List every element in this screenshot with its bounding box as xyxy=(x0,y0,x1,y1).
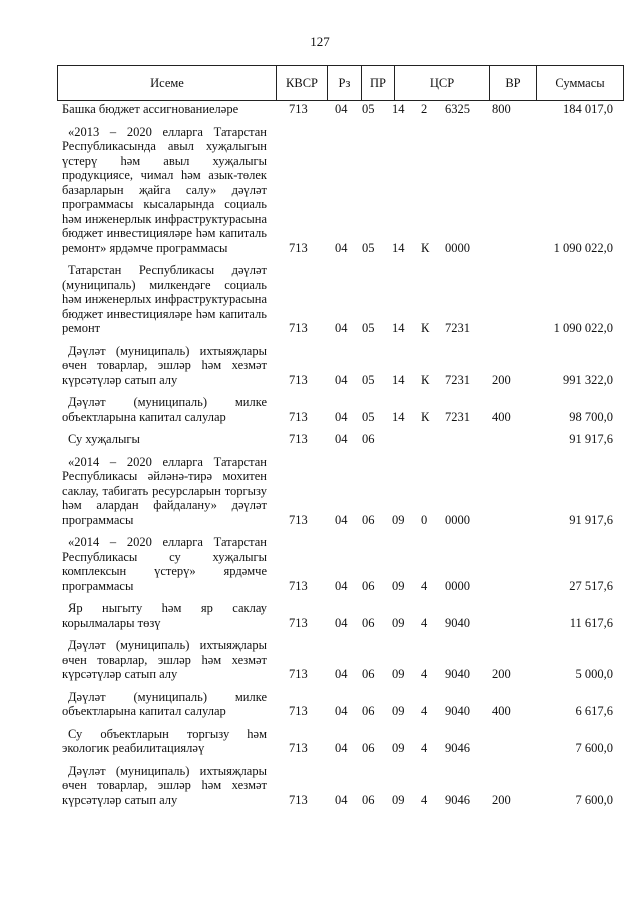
table-row xyxy=(0,638,640,682)
cell-rz: 04 xyxy=(335,578,348,593)
cell-sum: 6 617,6 xyxy=(575,704,613,718)
row-name: «2014 – 2020 елларга Татарстан Республикасы су хуҗалыгы комплексын үстерү» ярдәмче программасы xyxy=(62,535,267,593)
cell-kvsr: 713 xyxy=(289,792,308,807)
cell-sum: 991 322,0 xyxy=(563,372,613,387)
row-codes xyxy=(0,741,640,756)
cell-sum: 91 917,6 xyxy=(569,512,613,527)
table-row xyxy=(0,395,640,424)
cell-kvsr: 713 xyxy=(289,432,308,446)
cell-pr: 06 xyxy=(362,512,375,527)
cell-kvsr: 713 xyxy=(289,741,308,755)
header-rz: Рз xyxy=(328,66,362,100)
cell-sum: 98 700,0 xyxy=(569,409,613,424)
row-name: Су хуҗалыгы xyxy=(68,432,140,446)
cell-p3: 7231 xyxy=(445,409,470,424)
cell-p2: 4 xyxy=(421,667,428,681)
table-body xyxy=(0,102,640,815)
cell-kvsr: 713 xyxy=(289,615,308,630)
cell-sum: 7 600,0 xyxy=(575,741,613,755)
row-codes xyxy=(0,512,640,527)
table-row xyxy=(0,432,640,447)
row-codes xyxy=(0,321,640,336)
header-vr: ВР xyxy=(490,66,537,100)
cell-p1: 09 xyxy=(392,667,405,681)
cell-p1: 14 xyxy=(392,409,405,424)
cell-kvsr: 713 xyxy=(289,102,308,116)
cell-p2: К xyxy=(421,372,430,387)
table-row xyxy=(0,535,640,593)
cell-p1: 09 xyxy=(392,615,405,630)
cell-pr: 06 xyxy=(362,704,375,718)
cell-p3: 0000 xyxy=(445,240,470,255)
cell-p3: 9040 xyxy=(445,615,470,630)
cell-p3: 7231 xyxy=(445,372,470,387)
cell-kvsr: 713 xyxy=(289,372,308,387)
cell-p3: 9046 xyxy=(445,792,470,807)
row-name: Дәүләт (муниципаль) ихтыяҗлары өчен товарлар, эшләр һәм хезмәт күрсәтүләр сатып алу xyxy=(62,763,267,807)
cell-kvsr: 713 xyxy=(289,512,308,527)
cell-rz: 04 xyxy=(335,372,348,387)
row-codes xyxy=(0,704,640,719)
cell-p2: 2 xyxy=(421,102,428,116)
cell-vr: 800 xyxy=(492,102,511,116)
cell-p1: 14 xyxy=(392,102,405,116)
cell-p2: 4 xyxy=(421,704,428,718)
cell-pr: 06 xyxy=(362,792,375,807)
cell-p3: 0000 xyxy=(445,578,470,593)
cell-p1: 09 xyxy=(392,741,405,755)
cell-rz: 04 xyxy=(335,667,348,681)
cell-pr: 06 xyxy=(362,578,375,593)
cell-p1: 14 xyxy=(392,321,405,335)
row-name: «2014 – 2020 елларга Татарстан Республикасы әйләнә-тирә мохитен саклау, табигать ресурсларын торгызу һәм алардан файдалану» дәүләт программасы xyxy=(62,454,267,527)
cell-rz: 04 xyxy=(335,409,348,424)
header-kvsr: КВСР xyxy=(277,66,328,100)
cell-pr: 05 xyxy=(362,240,375,255)
row-name: Дәүләт (муниципаль) милке объектларына капитал салулар xyxy=(62,689,267,718)
cell-sum: 5 000,0 xyxy=(575,667,613,681)
cell-p2: К xyxy=(421,321,430,335)
table-row xyxy=(0,690,640,719)
cell-pr: 06 xyxy=(362,432,375,446)
cell-pr: 05 xyxy=(362,372,375,387)
row-codes xyxy=(0,240,640,255)
cell-kvsr: 713 xyxy=(289,704,308,718)
cell-p2: 4 xyxy=(421,792,428,807)
cell-sum: 1 090 022,0 xyxy=(553,321,613,335)
row-name: «2013 – 2020 елларга Татарстан Республикасында авыл хуҗалыгын үстерү һәм авыл хуҗалыгы продукциясе, чимал һәм азык-төлек базарларын җайга салу» дәүләт программасы кысаларында социаль һәм инженерлык инфраструктурасына бюджет инвестицияләре һәм капиталь ремонт» ярдәмче программасы xyxy=(62,124,267,255)
row-name: Дәүләт (муниципаль) ихтыяҗлары өчен товарлар, эшләр һәм хезмәт күрсәтүләр сатып алу xyxy=(62,343,267,387)
row-codes xyxy=(0,432,640,447)
row-codes xyxy=(0,615,640,630)
cell-p3: 9046 xyxy=(445,741,470,755)
cell-p1: 09 xyxy=(392,792,405,807)
table-row xyxy=(0,102,640,117)
cell-p2: 4 xyxy=(421,741,428,755)
cell-rz: 04 xyxy=(335,792,348,807)
cell-pr: 05 xyxy=(362,409,375,424)
cell-pr: 06 xyxy=(362,615,375,630)
cell-vr: 400 xyxy=(492,704,511,718)
cell-p3: 6325 xyxy=(445,102,470,116)
cell-rz: 04 xyxy=(335,704,348,718)
table-row xyxy=(0,125,640,256)
cell-kvsr: 713 xyxy=(289,321,308,335)
table-row xyxy=(0,455,640,528)
row-name: Яр ныгыту һәм яр саклау корылмалары төзү xyxy=(62,601,267,630)
row-name: Татарстан Республикасы дәүләт (муниципаль) милкендәге социаль һәм инженерлых инфраструктурасына бюджет инвестицияләре һәм капиталь ремонт xyxy=(62,263,267,335)
row-name: Башка бюджет ассигнованиеләре xyxy=(62,102,239,116)
cell-p3: 7231 xyxy=(445,321,470,335)
row-codes xyxy=(0,667,640,682)
cell-vr: 200 xyxy=(492,792,511,807)
table-row xyxy=(0,344,640,388)
cell-p1: 14 xyxy=(392,372,405,387)
cell-rz: 04 xyxy=(335,240,348,255)
cell-vr: 400 xyxy=(492,409,511,424)
cell-rz: 04 xyxy=(335,321,348,335)
cell-rz: 04 xyxy=(335,615,348,630)
cell-p1: 14 xyxy=(392,240,405,255)
cell-rz: 04 xyxy=(335,432,348,446)
row-codes xyxy=(0,792,640,807)
row-codes xyxy=(0,102,640,117)
header-name: Исеме xyxy=(58,66,277,100)
cell-p2: 4 xyxy=(421,578,428,593)
page-number: 127 xyxy=(310,34,330,49)
cell-p3: 0000 xyxy=(445,512,470,527)
cell-rz: 04 xyxy=(335,512,348,527)
cell-sum: 1 090 022,0 xyxy=(553,240,613,255)
cell-pr: 06 xyxy=(362,741,375,755)
cell-pr: 06 xyxy=(362,667,375,681)
cell-p1: 09 xyxy=(392,704,405,718)
row-name: Дәүләт (муниципаль) милке объектларына капитал салулар xyxy=(62,395,267,424)
cell-p3: 9040 xyxy=(445,704,470,718)
cell-kvsr: 713 xyxy=(289,667,308,681)
cell-p2: К xyxy=(421,240,430,255)
cell-vr: 200 xyxy=(492,667,511,681)
row-name: Су объектларын торгызу һәм экологик реабилитацияләү xyxy=(62,726,267,755)
header-pr: ПР xyxy=(362,66,395,100)
header-csr: ЦСР xyxy=(395,66,490,100)
cell-sum: 27 517,6 xyxy=(569,578,613,593)
cell-rz: 04 xyxy=(335,102,348,116)
cell-p2: 4 xyxy=(421,615,428,630)
table-row xyxy=(0,764,640,808)
table-header xyxy=(57,65,624,101)
cell-p3: 9040 xyxy=(445,667,470,681)
cell-p2: К xyxy=(421,409,430,424)
row-codes xyxy=(0,372,640,387)
cell-pr: 05 xyxy=(362,102,375,116)
table-row xyxy=(0,727,640,756)
header-sum: Суммасы xyxy=(555,75,605,90)
cell-p2: 0 xyxy=(421,512,428,527)
cell-p1: 09 xyxy=(392,578,405,593)
cell-vr: 200 xyxy=(492,372,511,387)
table-row xyxy=(0,263,640,336)
cell-rz: 04 xyxy=(335,741,348,755)
cell-pr: 05 xyxy=(362,321,375,335)
cell-sum: 91 917,6 xyxy=(569,432,613,446)
cell-kvsr: 713 xyxy=(289,578,308,593)
row-codes xyxy=(0,409,640,424)
row-codes xyxy=(0,578,640,593)
cell-sum: 7 600,0 xyxy=(575,792,613,807)
cell-sum: 11 617,6 xyxy=(569,615,613,630)
cell-kvsr: 713 xyxy=(289,409,308,424)
cell-sum: 184 017,0 xyxy=(563,102,613,116)
table-row xyxy=(0,601,640,630)
cell-p1: 09 xyxy=(392,512,405,527)
cell-kvsr: 713 xyxy=(289,240,308,255)
row-name: Дәүләт (муниципаль) ихтыяҗлары өчен товарлар, эшләр һәм хезмәт күрсәтүләр сатып алу xyxy=(62,638,267,681)
